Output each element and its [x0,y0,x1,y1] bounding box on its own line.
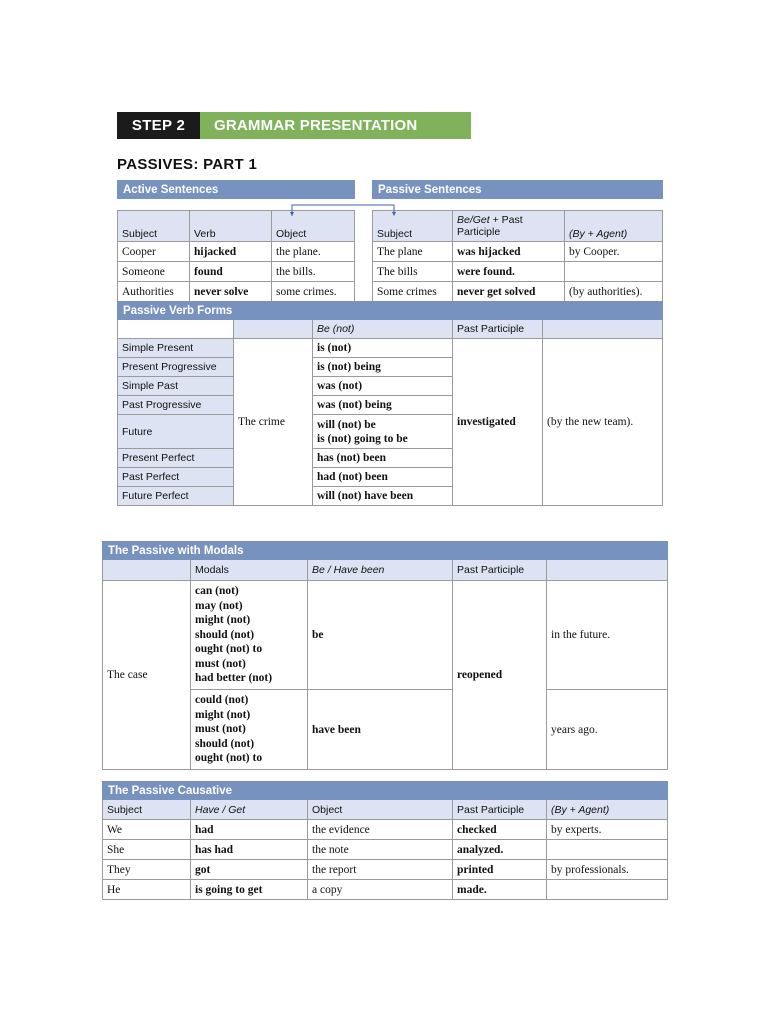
time-cell: in the future. [547,581,668,690]
be-form-line: is (not) going to be [317,432,408,445]
modal-item: ought (not) to [195,752,263,765]
be-form: was (not) being [313,396,453,415]
verb-form-label: Future [118,415,234,449]
column-header: Have / Get [191,800,308,820]
past-participle-label: + Past Participle [457,214,523,238]
column-header: Subject [118,211,190,242]
section-title: PASSIVES: PART 1 [117,156,258,173]
table-cell: the note [308,840,453,860]
step-label: STEP 2 [117,112,200,139]
modal-item: might (not) [195,708,251,721]
be-form-line: will (not) be [317,418,376,431]
table-cell: by experts. [547,820,668,840]
column-header: (By + Agent) [547,800,668,820]
column-header: Past Participle [453,800,547,820]
column-header: Object [308,800,453,820]
modal-item: should (not) [195,628,255,641]
table-cell: printed [453,860,547,880]
table-cell: is going to get [191,880,308,900]
column-header: Be / Have been [308,560,453,581]
table-cell: by professionals. [547,860,668,880]
verb-form-label: Simple Present [118,339,234,358]
modal-item: could (not) [195,694,249,707]
table-cell: She [103,840,191,860]
verb-form-label: Past Progressive [118,396,234,415]
verb-form-label: Present Progressive [118,358,234,377]
column-header: (By + Agent) [565,211,663,242]
passive-sentences-table [372,180,663,302]
passive-causative-table [102,781,668,900]
passive-verb-forms-table [117,301,663,506]
causative-header: The Passive Causative [103,782,668,800]
step-banner [117,112,471,139]
table-cell: some crimes. [272,282,355,302]
modal-item: can (not) [195,584,239,597]
be-cell: be [308,581,453,690]
subject-cell: The case [103,581,191,770]
table-cell: never solve [190,282,272,302]
table-cell: Someone [118,262,190,282]
table-cell [565,262,663,282]
table-cell: We [103,820,191,840]
table-cell: got [191,860,308,880]
be-form [313,415,453,449]
table-cell: the plane. [272,242,355,262]
table-cell: never get solved [453,282,565,302]
table-cell: The bills [373,262,453,282]
modals-header: The Passive with Modals [103,542,668,560]
column-header: Modals [191,560,308,581]
table-cell: made. [453,880,547,900]
modal-item: must (not) [195,723,246,736]
column-header: Object [272,211,355,242]
table-cell: (by authorities). [565,282,663,302]
subject-cell: The crime [234,339,313,506]
table-cell: had [191,820,308,840]
table-cell: the report [308,860,453,880]
table-cell: They [103,860,191,880]
table-cell: the evidence [308,820,453,840]
table-cell: Cooper [118,242,190,262]
verb-form-label: Present Perfect [118,449,234,468]
table-cell: He [103,880,191,900]
table-cell: by Cooper. [565,242,663,262]
be-cell: have been [308,690,453,770]
be-form: is (not) being [313,358,453,377]
table-cell: Some crimes [373,282,453,302]
table-cell: checked [453,820,547,840]
table-cell: were found. [453,262,565,282]
verb-form-label: Simple Past [118,377,234,396]
modal-item: may (not) [195,599,243,612]
table-cell: was hijacked [453,242,565,262]
passive-header: Passive Sentences [373,181,663,199]
table-cell: Authorities [118,282,190,302]
step-title: GRAMMAR PRESENTATION [200,112,471,139]
be-form: will (not) have been [313,487,453,506]
be-form: is (not) [313,339,453,358]
column-header: Verb [190,211,272,242]
table-cell: hijacked [190,242,272,262]
be-form: had (not) been [313,468,453,487]
table-cell [547,880,668,900]
agent-cell: (by the new team). [543,339,663,506]
column-header: Subject [373,211,453,242]
table-cell: analyzed. [453,840,547,860]
modal-item: must (not) [195,657,246,670]
table-cell: a copy [308,880,453,900]
column-header: Past Participle [453,320,543,339]
column-header: Be (not) [313,320,453,339]
table-cell: the bills. [272,262,355,282]
column-header: Subject [103,800,191,820]
modal-item: should (not) [195,737,255,750]
column-header: Past Participle [453,560,547,581]
table-cell: The plane [373,242,453,262]
verb-form-label: Past Perfect [118,468,234,487]
be-form: was (not) [313,377,453,396]
time-cell: years ago. [547,690,668,770]
be-form: has (not) been [313,449,453,468]
participle-cell: reopened [453,581,547,770]
verb-forms-header: Passive Verb Forms [118,302,663,320]
participle-cell: investigated [453,339,543,506]
table-cell: has had [191,840,308,860]
be-get-label: Be/Get [457,214,490,226]
modal-item: had better (not) [195,672,273,685]
passive-modals-table [102,541,668,770]
modal-item: might (not) [195,614,251,627]
active-sentences-table [117,180,355,302]
verb-form-label: Future Perfect [118,487,234,506]
column-header [453,211,565,242]
table-cell [547,840,668,860]
active-header: Active Sentences [118,181,355,199]
table-cell: found [190,262,272,282]
modal-list [191,690,308,770]
modal-list [191,581,308,690]
modal-item: ought (not) to [195,643,263,656]
